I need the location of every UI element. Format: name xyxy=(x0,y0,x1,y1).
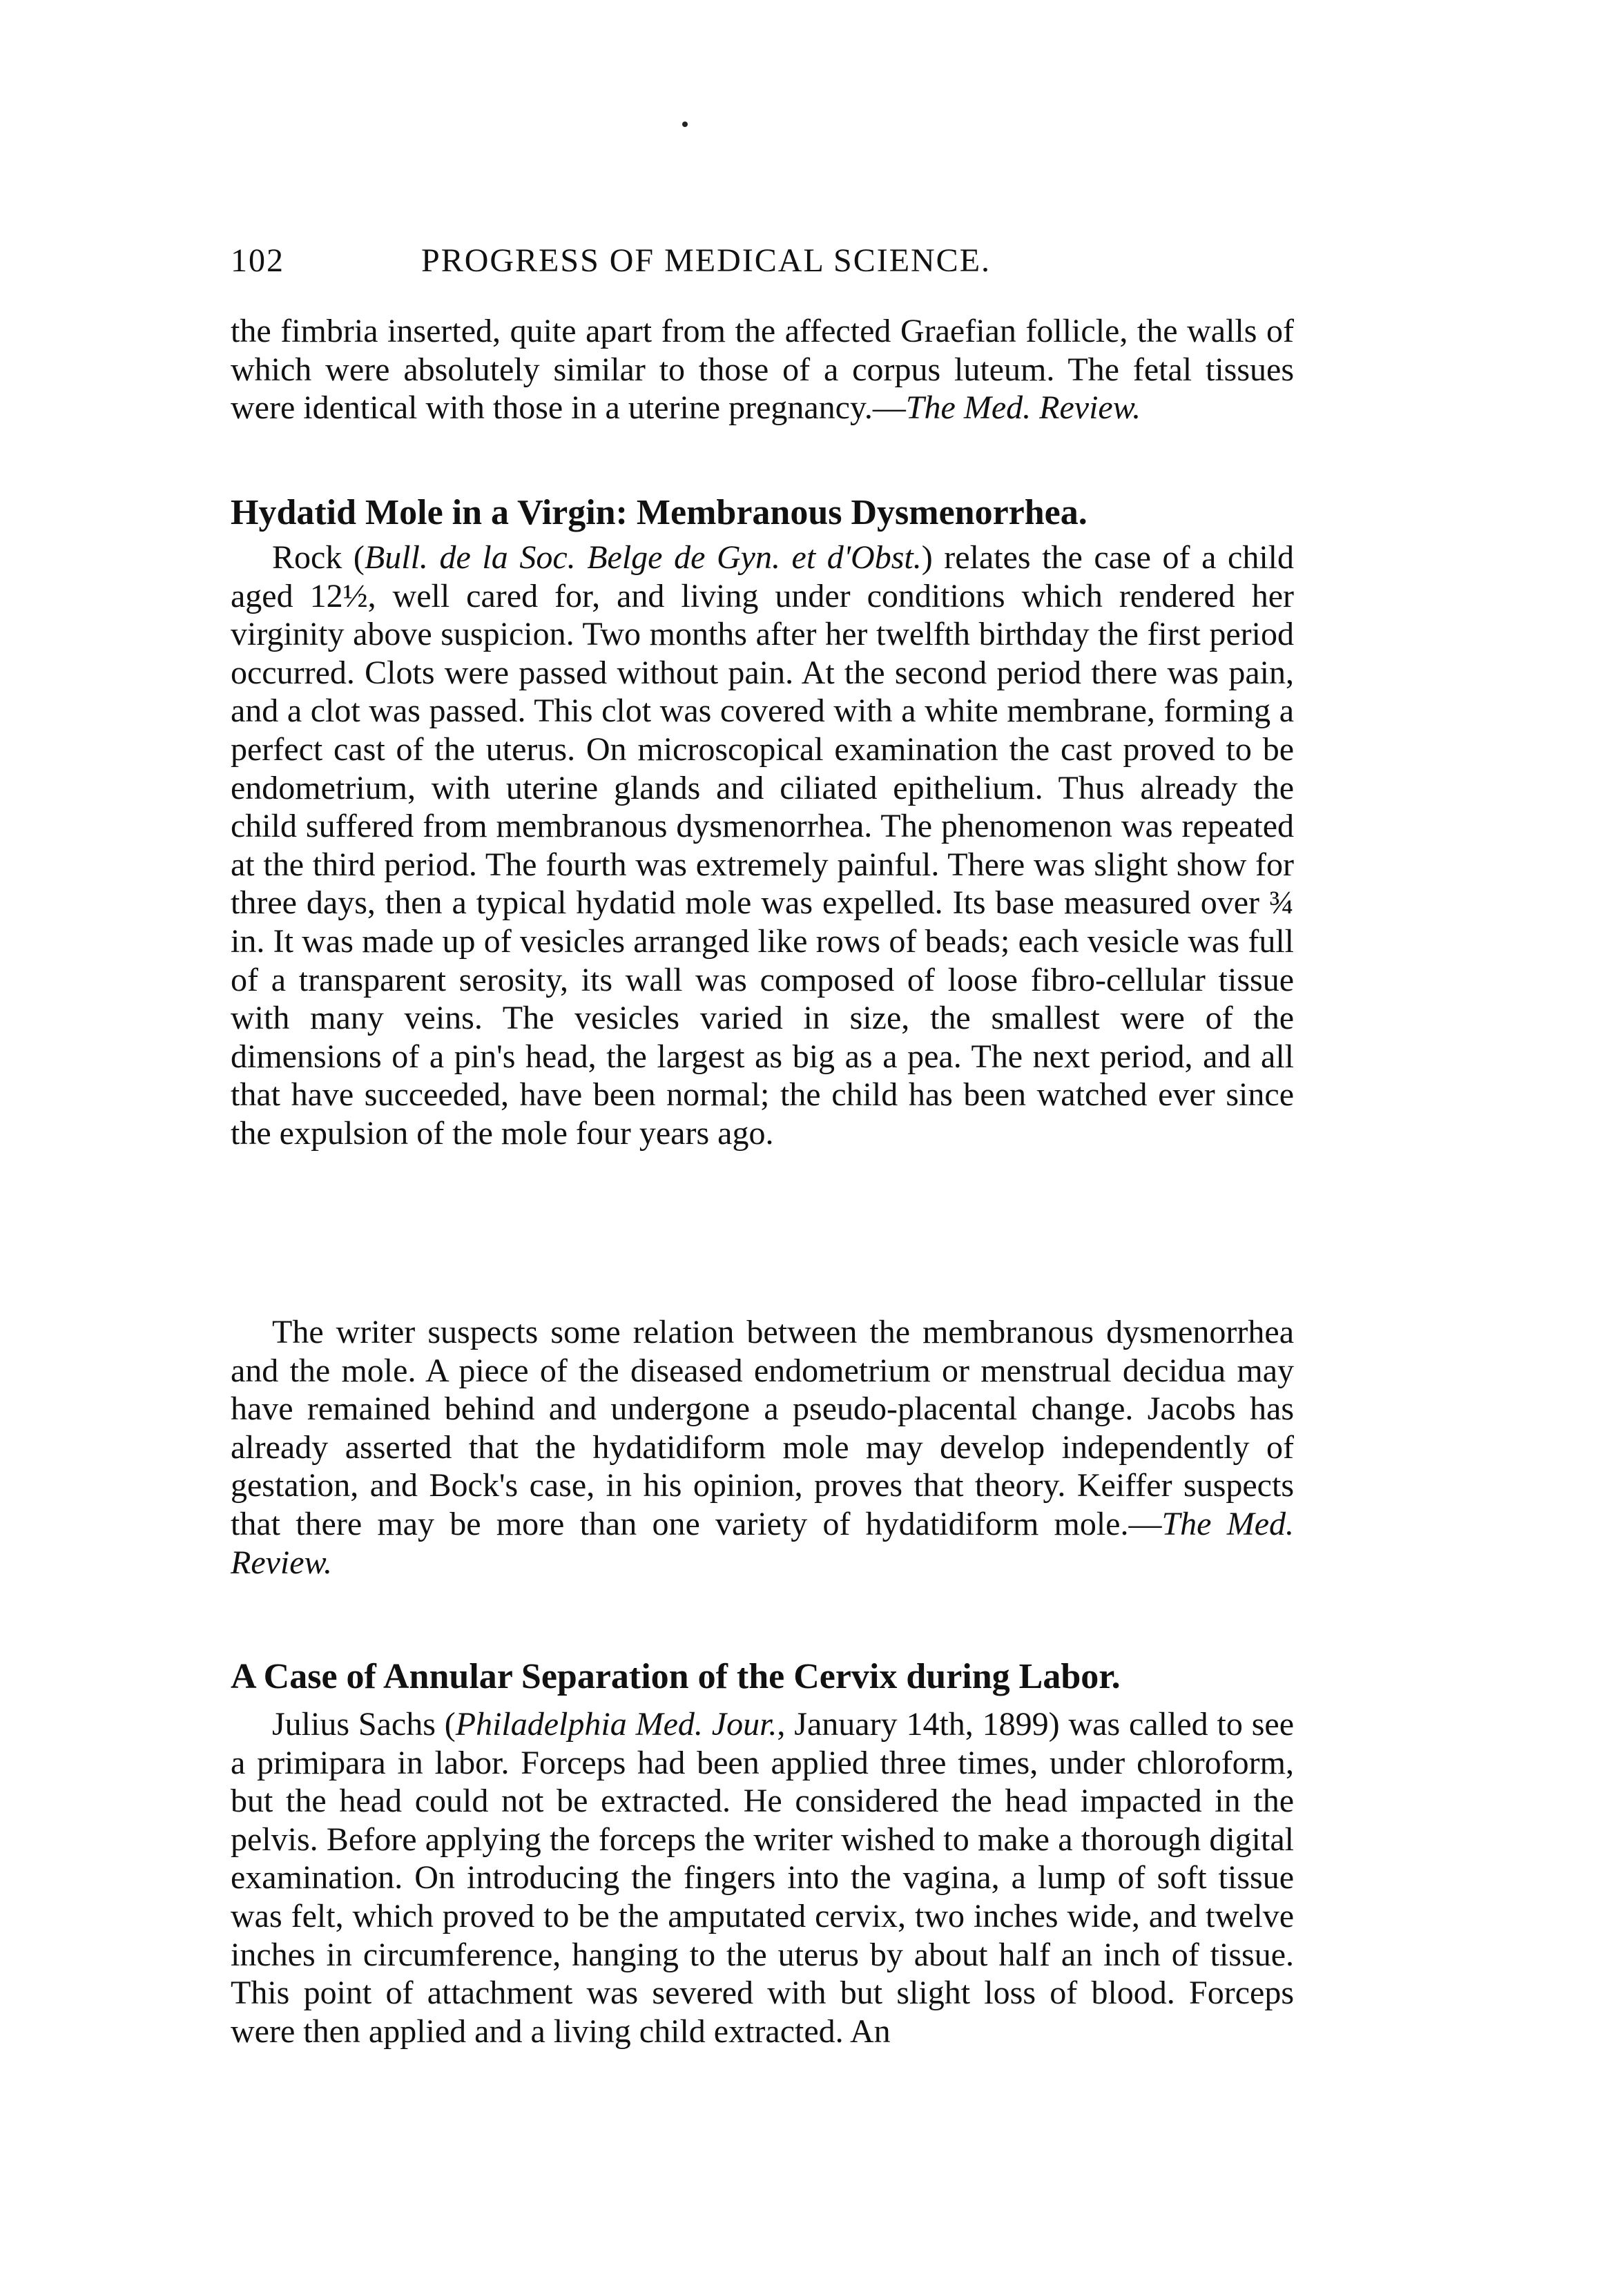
continuation-text: the fimbria inserted, quite apart from the affected Graefian follicle, the walls of which were absolutely similar to those of a corpus luteum. The fetal tissues were identical with those in a uterine pregnancy.— xyxy=(231,313,1294,427)
article-cervix-body xyxy=(231,1705,1294,2050)
paragraph-lead: Rock ( xyxy=(272,539,365,576)
print-speck xyxy=(682,122,688,127)
journal-citation: Philadelphia Med. Jour. xyxy=(455,1706,777,1743)
running-title: PROGRESS OF MEDICAL SCIENCE. xyxy=(421,242,992,279)
article-continuation xyxy=(231,312,1294,427)
paragraph xyxy=(231,1313,1294,1582)
paragraph xyxy=(231,539,1294,1153)
article-hydatid-mole-heading-wrap xyxy=(231,492,1294,534)
article-hydatid-mole-body xyxy=(231,539,1294,1153)
continuation-paragraph xyxy=(231,312,1294,427)
source-citation: The Med. Review. xyxy=(231,1505,1294,1581)
article-hydatid-mole-body-2 xyxy=(231,1313,1294,1582)
paragraph xyxy=(231,1705,1294,2050)
running-header xyxy=(231,242,1294,286)
journal-citation: Bull. de la Soc. Belge de Gyn. et d'Obst. xyxy=(364,539,922,576)
paragraph-body: The writer suspects some relation between the membranous dysmenorrhea and the mole. A piece of the diseased endometrium or menstrual decidua may have remained behind and undergone a pseudo-placental change. Jacobs has already asserted that the hydatidiform mole may develop independently of gestation, and Bock's case, in his opinion, proves that theory. Keiffer suspects that there may be more than one variety of hydatidiform mole.— xyxy=(231,1314,1294,1542)
section-heading-annular-separation: A Case of Annular Separation of the Cervix during Labor. xyxy=(231,1657,1121,1696)
paragraph-lead: Julius Sachs ( xyxy=(272,1706,456,1743)
article-cervix-heading-wrap xyxy=(231,1656,1294,1698)
paragraph-body: , January 14th, 1899) was called to see a primipara in labor. Forceps had been applied three times, under chloroform, but the head could not be extracted. He considered the head impacted in the pelvis. Before applying the forceps the writer wished to make a thorough digital examination. On introducing the fingers into the vagina, a lump of soft tissue was felt, which proved to be the amputated cervix, two inches wide, and twelve inches in circumference, hanging to the uterus by about half an inch of tissue. This point of attachment was severed with but slight loss of blood. Forceps were then applied and a living child extracted. An xyxy=(231,1706,1294,2050)
section-heading-hydatid-mole: Hydatid Mole in a Virgin: Membranous Dysmenorrhea. xyxy=(231,493,1088,532)
paragraph-body: ) relates the case of a child aged 12½, well cared for, and living under conditions which rendered her virginity above suspicion. Two months after her twelfth birthday the first period occurred. Clots were passed without pain. At the second period there was pain, and a clot was passed. This clot was covered with a white membrane, forming a perfect cast of the uterus. On microscopical examination the cast proved to be endometrium, with uterine glands and ciliated epithelium. Thus already the child suffered from membranous dysmenorrhea. The phenomenon was repeated at the third period. The fourth was extremely painful. There was slight show for three days, then a typical hydatid mole was expelled. Its base measured over ¾ in. It was made up of vesicles arranged like rows of beads; each vesicle was full of a transparent serosity, its wall was composed of loose fibro-cellular tissue with many veins. The vesicles varied in size, the smallest were of the dimensions of a pin's head, the largest as big as a pea. The next period, and all that have succeeded, have been normal; the child has been watched ever since the expulsion of the mole four years ago. xyxy=(231,539,1295,1152)
source-citation: The Med. Review. xyxy=(905,389,1141,427)
page-number: 102 xyxy=(231,242,284,279)
